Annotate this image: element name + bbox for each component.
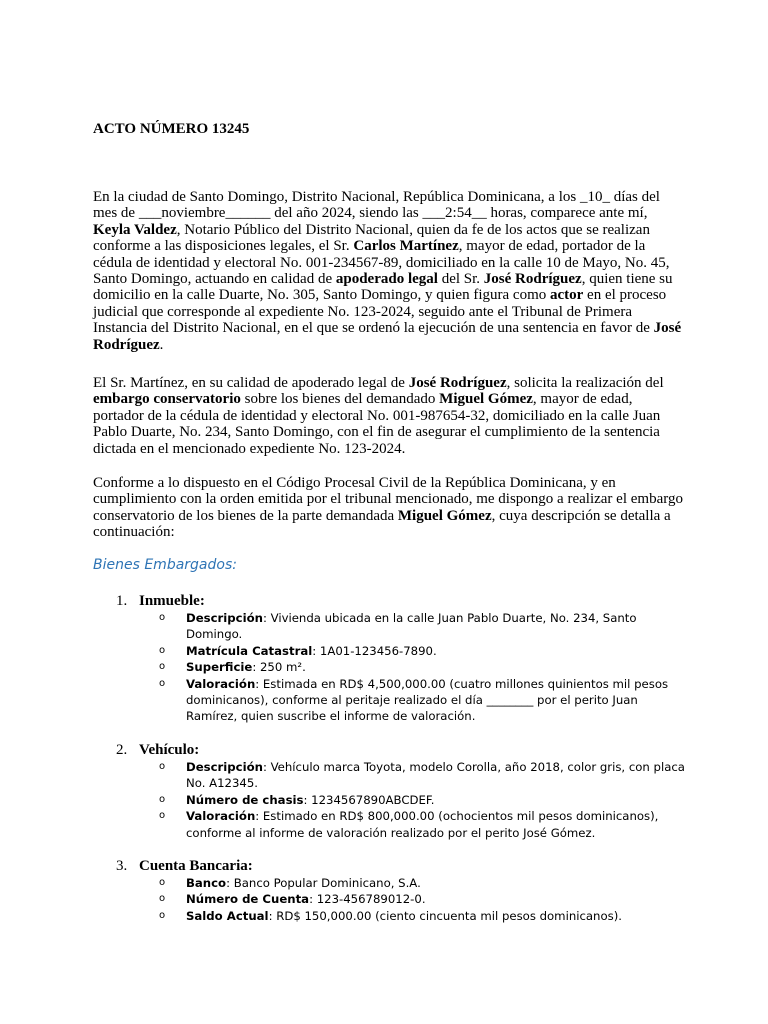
bullet-icon: o: [159, 677, 166, 689]
detail-text: : RD$ 150,000.00 (ciento cincuenta mil pesos dominicanos).: [268, 908, 622, 923]
bullet-icon: o: [159, 644, 166, 656]
intro-text-6: en el proceso judicial que corresponde al expediente No. 123-2024, seguido ante el Tribunal de Primera Instancia del Distrito Nacional, en el que se ordenó la ejecución de una sentencia en favor de: [93, 287, 667, 337]
plaintiff-name-2: José Rodríguez: [93, 320, 682, 353]
detail-text: : 1234567890ABCDEF.: [303, 792, 435, 807]
detail-item: [116, 792, 686, 808]
bullet-icon: o: [159, 810, 166, 822]
bullet-icon: o: [159, 877, 166, 888]
detail-label: Valoración: [186, 809, 256, 824]
seizure-type: embargo conservatorio: [93, 391, 241, 408]
notary-name: Keyla Valdez: [93, 221, 177, 238]
detail-item: [116, 759, 686, 792]
intro-text-2: , Notario Público del Distrito Nacional, quien da fe de los actos que se realizan conforme a las disposiciones legales, el Sr.: [93, 221, 650, 255]
detail-text: : 250 m².: [252, 660, 306, 675]
asset-details-list: [116, 610, 686, 725]
detail-text: : Estimada en RD$ 4,500,000.00 (cuatro millones quinientos mil pesos dominicanos), conforme al peritaje realizado el día ________ por el perito Juan Ramírez, quien suscribe el informe de valoración.: [186, 676, 669, 724]
legal-basis-paragraph: [93, 475, 683, 541]
defendant-name-2: Miguel Gómez: [397, 507, 492, 524]
detail-label: Valoración: [186, 676, 256, 691]
attorney-name: Carlos Martínez: [353, 238, 459, 255]
detail-item: [116, 610, 686, 643]
item-title: Inmueble:: [139, 593, 205, 609]
bullet-icon: o: [159, 793, 166, 805]
asset-item-bank-account: [116, 858, 686, 924]
detail-label: Descripción: [186, 760, 263, 774]
detail-label: Banco: [186, 876, 227, 890]
detail-label: Saldo Actual: [186, 908, 269, 923]
request-text-4: , mayor de edad, portador de la cédula de identidad y electoral No. 001-987654-32, domiciliado en la calle Juan Pablo Duarte, No. 234, Santo Domingo, con el fin de asegurar el cumplimiento de la sentencia dictada en el mencionado expediente No. 123-2024.: [93, 391, 661, 457]
asset-item-vehicle: [116, 742, 686, 841]
detail-text: : Vivienda ubicada en la calle Juan Pablo Duarte, No. 234, Santo Domingo.: [186, 611, 637, 642]
detail-item: [116, 659, 686, 675]
detail-item: [116, 875, 686, 891]
detail-text: : Estimado en RD$ 800,000.00 (ochocientos mil pesos dominicanos), conforme al informe de valoración realizado por el perito José Gómez.: [186, 809, 659, 840]
basis-text-2: , cuya descripción se detalla a continuación:: [93, 507, 671, 541]
detail-item: [116, 908, 686, 924]
detail-text: : 1A01-123456-7890.: [312, 643, 437, 658]
detail-text: : 123-456789012-0.: [309, 892, 426, 907]
item-title: Cuenta Bancaria:: [139, 858, 253, 874]
detail-item: [116, 808, 686, 841]
detail-label: Descripción: [186, 611, 263, 625]
detail-label: Número de Cuenta: [186, 892, 310, 907]
detail-item: [116, 891, 686, 907]
intro-text-3: , mayor de edad, portador de la cédula de identidad y electoral No. 001-234567-89, domiciliado en la calle 10 de Mayo, No. 45, Santo Domingo, actuando en calidad de: [93, 238, 670, 288]
seized-assets-heading: Bienes Embargados:: [93, 557, 237, 573]
actor-role: actor: [549, 287, 584, 304]
legal-role: apoderado legal: [335, 271, 438, 288]
asset-details-list: [116, 759, 686, 841]
intro-text-4: del Sr.: [437, 271, 484, 288]
item-number: 2.: [116, 742, 128, 758]
bullet-icon: o: [159, 612, 166, 623]
intro-text-1: En la ciudad de Santo Domingo, Distrito Nacional, República Dominicana, a los _10_ días del mes de ___noviembre______ del año 2024, siendo las ___2:54__ horas, comparece ante mí,: [93, 189, 660, 222]
detail-item: [116, 643, 686, 659]
item-number: 3.: [116, 858, 128, 874]
plaintiff-name: José Rodríguez: [483, 271, 582, 288]
intro-paragraph: [93, 189, 683, 353]
request-text-1: El Sr. Martínez, en su calidad de apoderado legal de: [93, 375, 409, 391]
detail-label: Superficie: [186, 660, 253, 675]
plaintiff-name-3: José Rodríguez: [408, 375, 507, 391]
defendant-name: Miguel Gómez: [439, 391, 533, 408]
item-number: 1.: [116, 593, 128, 609]
request-text-2: , solicita la realización del: [506, 375, 664, 391]
basis-text-1: Conforme a lo dispuesto en el Código Procesal Civil de la República Dominicana, y en cumplimiento con la orden emitida por el tribunal mencionado, me dispongo a realizar el embargo conservatorio de los bienes de la parte demandada: [93, 475, 683, 524]
intro-text-7: .: [159, 336, 164, 353]
request-text-3: sobre los bienes del demandado: [240, 391, 440, 408]
act-title: ACTO NÚMERO 13245: [93, 121, 250, 137]
bullet-icon: o: [159, 893, 166, 905]
bullet-icon: o: [159, 661, 166, 673]
request-paragraph: [93, 375, 683, 457]
asset-details-list: [116, 875, 686, 924]
detail-label: Matrícula Catastral: [186, 643, 313, 658]
detail-label: Número de chasis: [186, 792, 304, 807]
intro-text-5: , quien tiene su domicilio en la calle Duarte, No. 305, Santo Domingo, y quien figura como: [93, 271, 673, 304]
detail-text: : Banco Popular Dominicano, S.A.: [226, 876, 421, 890]
bullet-icon: o: [159, 761, 166, 772]
asset-item-property: [116, 593, 686, 725]
detail-item: [116, 676, 686, 725]
detail-text: : Vehículo marca Toyota, modelo Corolla, año 2018, color gris, con placa No. A12345.: [186, 760, 685, 791]
bullet-icon: o: [159, 909, 166, 921]
item-title: Vehículo:: [139, 742, 200, 758]
